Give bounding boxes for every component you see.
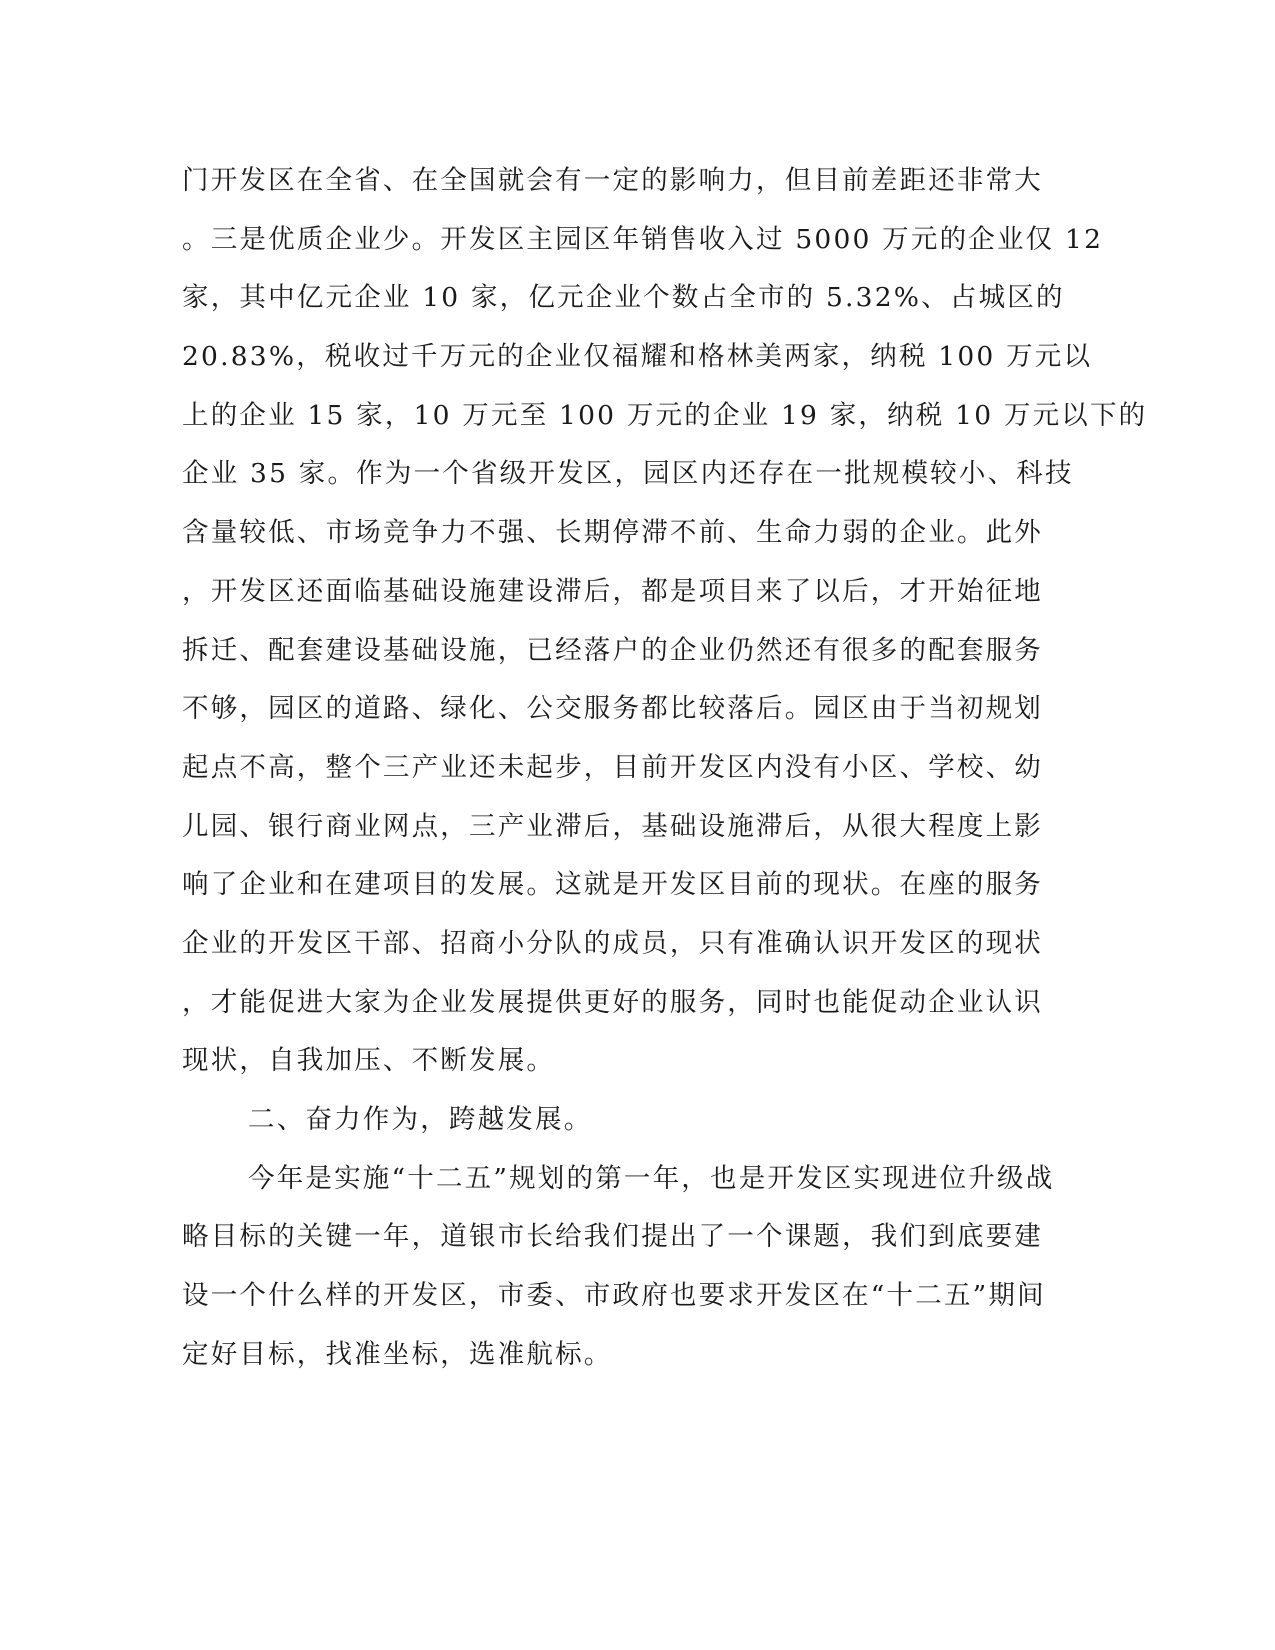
text-line: 响了企业和在建项目的发展。这就是开发区目前的现状。在座的服务: [182, 869, 1043, 900]
text-line: 定好目标，找准坐标，选准航标。: [182, 1339, 613, 1370]
text-line: 企业的开发区干部、招商小分队的成员，只有准确认识开发区的现状: [182, 928, 1043, 959]
text-line: 门开发区在全省、在全国就会有一定的影响力，但目前差距还非常大: [182, 165, 1043, 196]
section-heading: 二、奋力作为，跨越发展。: [248, 1104, 593, 1135]
text-line: 拆迁、配套建设基础设施，已经落户的企业仍然还有很多的配套服务: [182, 635, 1043, 666]
text-line: 现状，自我加压、不断发展。: [182, 1045, 556, 1076]
text-line: 不够，园区的道路、绿化、公交服务都比较落后。园区由于当初规划: [182, 693, 1043, 724]
text-line: 含量较低、市场竞争力不强、长期停滞不前、生命力弱的企业。此外: [182, 517, 1043, 548]
text-line: 20.83%，税收过千万元的企业仅福耀和格林美两家，纳税 100 万元以: [182, 341, 1093, 372]
text-line: 儿园、银行商业网点，三产业滞后，基础设施滞后，从很大程度上影: [182, 811, 1043, 842]
text-line: 上的企业 15 家，10 万元至 100 万元的企业 19 家，纳税 10 万元以下的: [182, 400, 1148, 431]
text-line: ，才能促进大家为企业发展提供更好的服务，同时也能促动企业认识: [182, 987, 1043, 1018]
text-line: 起点不高，整个三产业还未起步，目前开发区内没有小区、学校、幼: [182, 752, 1043, 783]
text-line: 。三是优质企业少。开发区主园区年销售收入过 5000 万元的企业仅 12: [182, 224, 1104, 255]
text-line: ，开发区还面临基础设施建设滞后，都是项目来了以后，才开始征地: [182, 576, 1043, 607]
text-line: 企业 35 家。作为一个省级开发区，园区内还存在一批规模较小、科技: [182, 458, 1074, 489]
text-line: 略目标的关键一年，道银市长给我们提出了一个课题，我们到底要建: [182, 1221, 1043, 1252]
text-line: 家，其中亿元企业 10 家，亿元企业个数占全市的 5.32%、占城区的: [182, 282, 1065, 313]
text-line: 今年是实施“十二五”规划的第一年，也是开发区实现进位升级战: [248, 1163, 1055, 1194]
text-line: 设一个什么样的开发区，市委、市政府也要求开发区在“十二五”期间: [182, 1280, 1046, 1311]
